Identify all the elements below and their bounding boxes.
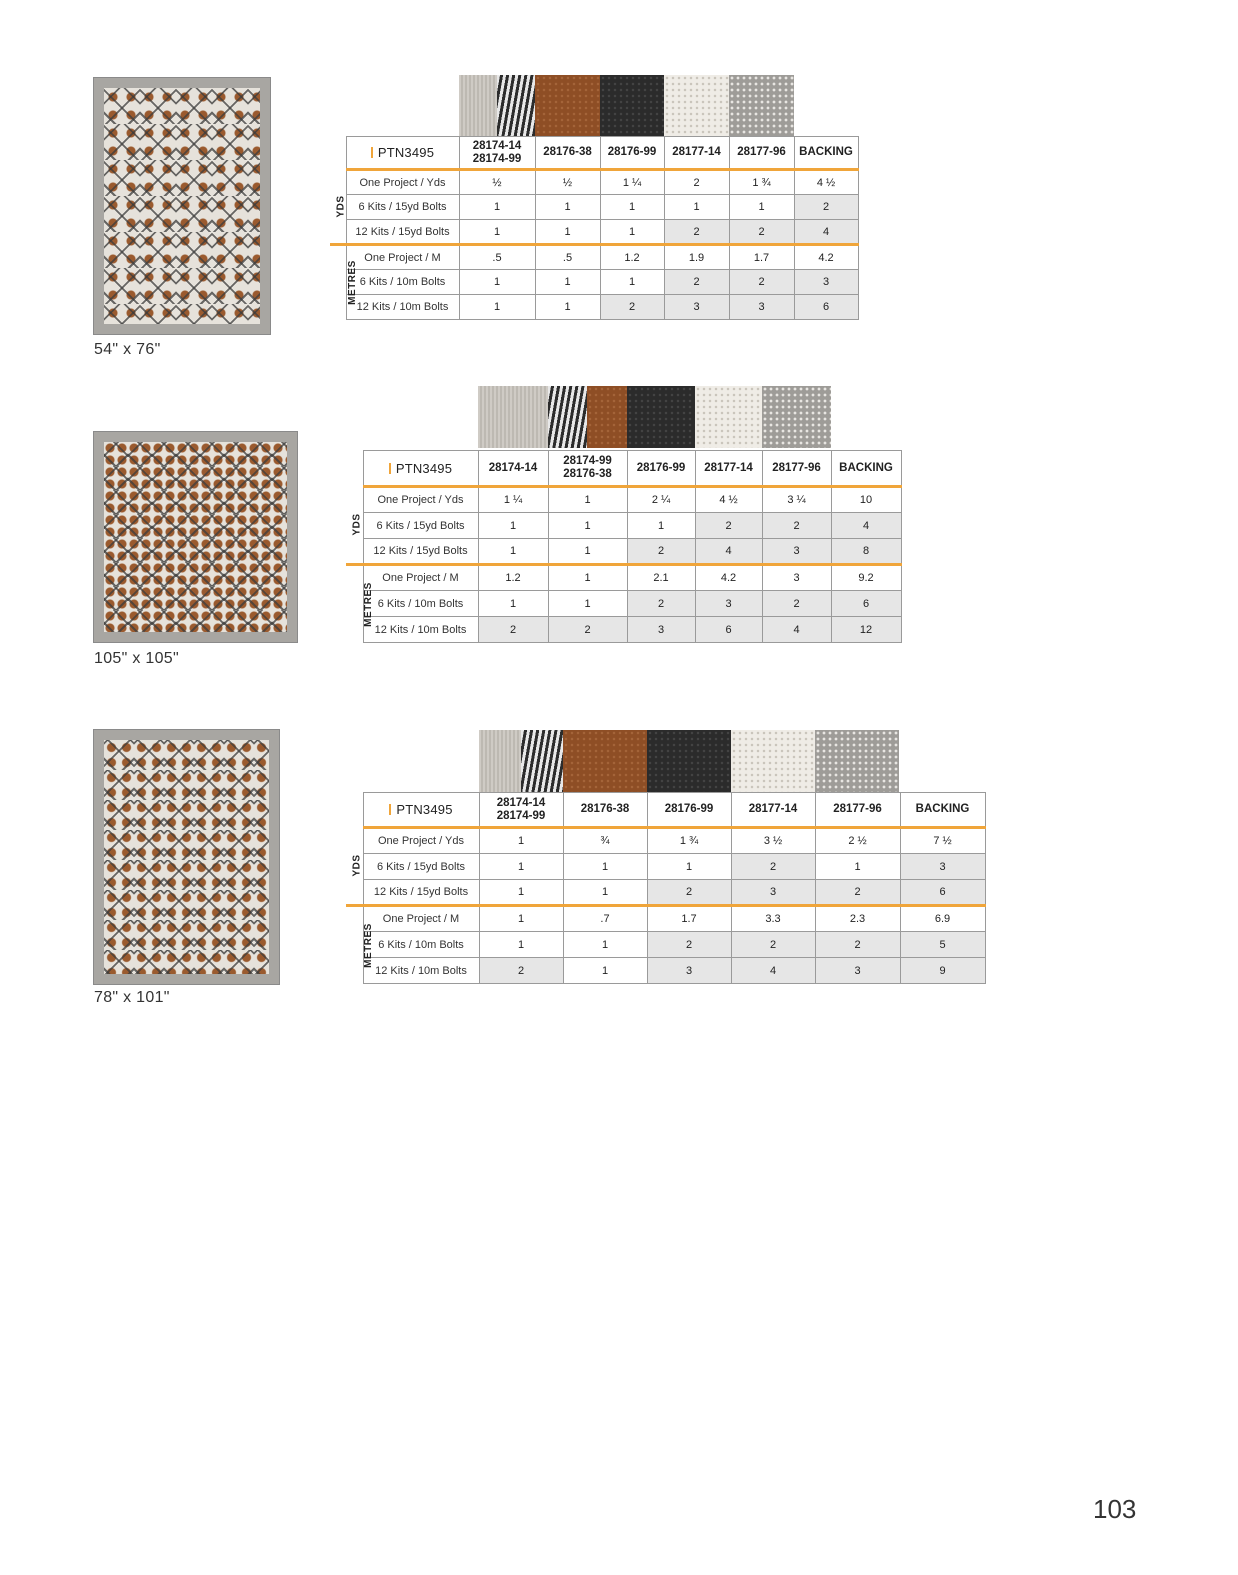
swatch-28174-14 — [479, 730, 521, 792]
table-cell: 1 — [479, 906, 563, 932]
table-cell: 6 — [695, 617, 762, 643]
table-cell: 3 — [664, 295, 729, 320]
table-cell: 1 — [535, 295, 600, 320]
table-cell: 2 — [731, 854, 815, 880]
table-cell: 2 ¼ — [627, 487, 695, 513]
table-cell: 1 — [535, 220, 600, 245]
table-cell: 1 — [600, 195, 664, 220]
swatch-28177-96 — [815, 730, 899, 792]
yardage-table-1 — [330, 136, 859, 320]
row-label: 12 Kits / 10m Bolts — [346, 295, 459, 320]
col-header: 28177-14 — [664, 137, 729, 170]
table-cell: 3 ½ — [731, 828, 815, 854]
quilt-size-3: 78" x 101" — [94, 989, 170, 1006]
group-label-metres: METRES — [346, 565, 363, 643]
swatch-28176-99 — [600, 75, 664, 137]
table-cell: 1.7 — [729, 245, 794, 270]
table-cell: 6 — [900, 880, 985, 906]
table-row — [346, 828, 985, 854]
table-cell: 2 — [664, 270, 729, 295]
table-cell: 1 ¾ — [647, 828, 731, 854]
pattern-number: PTN3495 — [346, 137, 459, 170]
swatch-28176-38 — [587, 386, 627, 448]
quilt-image-2 — [93, 431, 298, 643]
table-cell: 2 — [548, 617, 627, 643]
table-row — [330, 245, 858, 270]
row-label: 6 Kits / 15yd Bolts — [363, 854, 479, 880]
swatch-28176-99 — [647, 730, 731, 792]
table-cell: 4 — [731, 958, 815, 984]
table-cell: 5 — [900, 932, 985, 958]
fabric-swatches-2 — [478, 386, 831, 448]
pattern-number: PTN3495 — [363, 793, 479, 828]
table-cell: 2 — [731, 932, 815, 958]
table-cell: 1 — [600, 270, 664, 295]
col-header: BACKING — [831, 451, 901, 487]
table-cell: 2 — [627, 591, 695, 617]
table-cell: 2 — [729, 270, 794, 295]
table-cell: 4 — [695, 539, 762, 565]
swatch-28176-99 — [627, 386, 695, 448]
row-label: One Project / M — [346, 245, 459, 270]
table-cell: 2 — [729, 220, 794, 245]
swatch-28174-14 — [459, 75, 497, 137]
table-cell: 6 — [794, 295, 858, 320]
col-header: BACKING — [900, 793, 985, 828]
col-header: 28177-14 — [731, 793, 815, 828]
col-header: 28176-38 — [535, 137, 600, 170]
table-cell: 1 — [548, 539, 627, 565]
table-cell: 9 — [900, 958, 985, 984]
table-cell: 2 — [600, 295, 664, 320]
quilt-image-3 — [93, 729, 280, 985]
table-row — [346, 854, 985, 880]
table-cell: 1 — [647, 854, 731, 880]
row-label: One Project / Yds — [363, 487, 478, 513]
swatch-28174-99 — [497, 75, 535, 137]
swatch-28176-38 — [535, 75, 600, 137]
table-row — [330, 220, 858, 245]
row-label: 6 Kits / 15yd Bolts — [346, 195, 459, 220]
table-cell: 1 ¼ — [600, 170, 664, 195]
swatch-28177-14 — [664, 75, 729, 137]
row-label: One Project / M — [363, 906, 479, 932]
table-cell: 1 — [459, 270, 535, 295]
table-cell: 2 ½ — [815, 828, 900, 854]
table-cell: 1 — [729, 195, 794, 220]
col-header: 28174-99 28176-38 — [548, 451, 627, 487]
table-cell: 1 — [535, 195, 600, 220]
col-header: 28177-96 — [815, 793, 900, 828]
table-cell: 1 — [563, 932, 647, 958]
table-cell: 2 — [794, 195, 858, 220]
table-cell: 2 — [479, 958, 563, 984]
fabric-swatches-1 — [459, 75, 794, 137]
swatch-28174-99 — [548, 386, 587, 448]
table-cell: 6.9 — [900, 906, 985, 932]
quilt-size-2: 105" x 105" — [94, 650, 179, 667]
table-cell: 3 — [627, 617, 695, 643]
table-cell: 3 — [762, 539, 831, 565]
row-label: One Project / Yds — [363, 828, 479, 854]
table-row — [346, 617, 901, 643]
table-cell: 3 — [900, 854, 985, 880]
group-label-metres: METRES — [330, 245, 346, 320]
group-label-yds: YDS — [351, 854, 363, 877]
table-cell: 1 — [600, 220, 664, 245]
table-cell: 2 — [695, 513, 762, 539]
col-header: 28177-14 — [695, 451, 762, 487]
table-cell: 9.2 — [831, 565, 901, 591]
page-number: 103 — [1093, 1494, 1137, 1524]
table-cell: 7 ½ — [900, 828, 985, 854]
table-cell: 1 — [548, 487, 627, 513]
table-cell: 1 ¾ — [729, 170, 794, 195]
table-row — [346, 565, 901, 591]
col-header: 28176-38 — [563, 793, 647, 828]
table-cell: 2 — [815, 880, 900, 906]
row-label: 12 Kits / 10m Bolts — [363, 958, 479, 984]
table-cell: 1 ¼ — [478, 487, 548, 513]
col-header: 28177-96 — [762, 451, 831, 487]
table-cell: 3 ¼ — [762, 487, 831, 513]
swatch-28174-99 — [521, 730, 563, 792]
table-cell: 2 — [627, 539, 695, 565]
table-cell: 2 — [762, 591, 831, 617]
table-cell: 3 — [731, 880, 815, 906]
table-cell: 2 — [647, 932, 731, 958]
table-cell: 8 — [831, 539, 901, 565]
table-cell: 4.2 — [695, 565, 762, 591]
table-cell: 3 — [794, 270, 858, 295]
table-cell: 1 — [563, 880, 647, 906]
table-cell: 3.3 — [731, 906, 815, 932]
table-cell: 1 — [478, 513, 548, 539]
table-cell: 1 — [478, 539, 548, 565]
table-row — [330, 170, 858, 195]
table-row — [330, 295, 858, 320]
table-cell: 1 — [563, 854, 647, 880]
table-cell: 3 — [762, 565, 831, 591]
table-cell: 2.1 — [627, 565, 695, 591]
table-cell: 1 — [478, 591, 548, 617]
table-cell: 1 — [548, 513, 627, 539]
table-row — [346, 539, 901, 565]
yardage-table-3 — [346, 792, 986, 984]
col-header: 28174-14 — [478, 451, 548, 487]
col-header: BACKING — [794, 137, 858, 170]
group-label-yds: YDS — [351, 513, 363, 536]
table-cell: 1 — [459, 295, 535, 320]
table-cell: 4 ½ — [695, 487, 762, 513]
table-cell: 1 — [563, 958, 647, 984]
table-cell: 1 — [479, 854, 563, 880]
group-label-yds: YDS — [335, 195, 347, 218]
row-label: One Project / Yds — [346, 170, 459, 195]
quilt-image-1 — [93, 77, 271, 335]
table-cell: 1 — [479, 880, 563, 906]
row-label: 12 Kits / 15yd Bolts — [363, 880, 479, 906]
table-cell: 1.2 — [600, 245, 664, 270]
table-cell: ¾ — [563, 828, 647, 854]
swatch-28176-38 — [563, 730, 647, 792]
swatch-28177-14 — [695, 386, 762, 448]
row-label: 6 Kits / 10m Bolts — [346, 270, 459, 295]
table-cell: 2 — [815, 932, 900, 958]
table-row — [346, 906, 985, 932]
table-cell: 4 — [762, 617, 831, 643]
swatch-28177-96 — [762, 386, 831, 448]
table-cell: 1 — [548, 565, 627, 591]
table-cell: ½ — [535, 170, 600, 195]
table-row — [346, 932, 985, 958]
swatch-28177-14 — [731, 730, 815, 792]
table-cell: 1.7 — [647, 906, 731, 932]
table-cell: 4 ½ — [794, 170, 858, 195]
table-cell: 1.2 — [478, 565, 548, 591]
row-label: 12 Kits / 15yd Bolts — [346, 220, 459, 245]
table-cell: 3 — [815, 958, 900, 984]
table-cell: .7 — [563, 906, 647, 932]
table-cell: 1 — [459, 220, 535, 245]
table-cell: ½ — [459, 170, 535, 195]
fabric-swatches-3 — [479, 730, 899, 792]
table-cell: 3 — [695, 591, 762, 617]
row-label: One Project / M — [363, 565, 478, 591]
row-label: 12 Kits / 15yd Bolts — [363, 539, 478, 565]
table-cell: 2 — [664, 170, 729, 195]
table-cell: 1 — [548, 591, 627, 617]
table-cell: 1.9 — [664, 245, 729, 270]
table-cell: 1 — [535, 270, 600, 295]
table-cell: 4.2 — [794, 245, 858, 270]
pattern-number: PTN3495 — [363, 451, 478, 487]
table-cell: 1 — [627, 513, 695, 539]
row-label: 6 Kits / 10m Bolts — [363, 932, 479, 958]
table-row — [330, 270, 858, 295]
row-label: 6 Kits / 10m Bolts — [363, 591, 478, 617]
swatch-28177-96 — [729, 75, 794, 137]
table-cell: 3 — [647, 958, 731, 984]
col-header: 28176-99 — [647, 793, 731, 828]
col-header: 28174-14 28174-99 — [479, 793, 563, 828]
table-cell: 3 — [729, 295, 794, 320]
table-cell: 1 — [479, 932, 563, 958]
col-header: 28177-96 — [729, 137, 794, 170]
table-cell: 2 — [478, 617, 548, 643]
table-cell: 4 — [831, 513, 901, 539]
table-cell: 1 — [459, 195, 535, 220]
table-cell: 2 — [762, 513, 831, 539]
table-row — [330, 195, 858, 220]
table-row — [346, 513, 901, 539]
table-cell: 2 — [647, 880, 731, 906]
col-header: 28176-99 — [627, 451, 695, 487]
table-cell: 4 — [794, 220, 858, 245]
row-label: 6 Kits / 15yd Bolts — [363, 513, 478, 539]
yardage-table-2 — [346, 450, 902, 643]
table-row — [346, 591, 901, 617]
col-header: 28176-99 — [600, 137, 664, 170]
table-cell: 1 — [664, 195, 729, 220]
table-row — [346, 487, 901, 513]
col-header: 28174-14 28174-99 — [459, 137, 535, 170]
table-cell: 2 — [664, 220, 729, 245]
quilt-size-1: 54" x 76" — [94, 341, 161, 358]
table-cell: .5 — [535, 245, 600, 270]
table-cell: 6 — [831, 591, 901, 617]
table-row — [346, 880, 985, 906]
table-cell: 12 — [831, 617, 901, 643]
swatch-28174-14 — [478, 386, 548, 448]
table-cell: 10 — [831, 487, 901, 513]
row-label: 12 Kits / 10m Bolts — [363, 617, 478, 643]
table-cell: .5 — [459, 245, 535, 270]
group-label-metres: METRES — [346, 906, 363, 984]
table-cell: 2.3 — [815, 906, 900, 932]
table-cell: 1 — [815, 854, 900, 880]
table-cell: 1 — [479, 828, 563, 854]
table-row — [346, 958, 985, 984]
